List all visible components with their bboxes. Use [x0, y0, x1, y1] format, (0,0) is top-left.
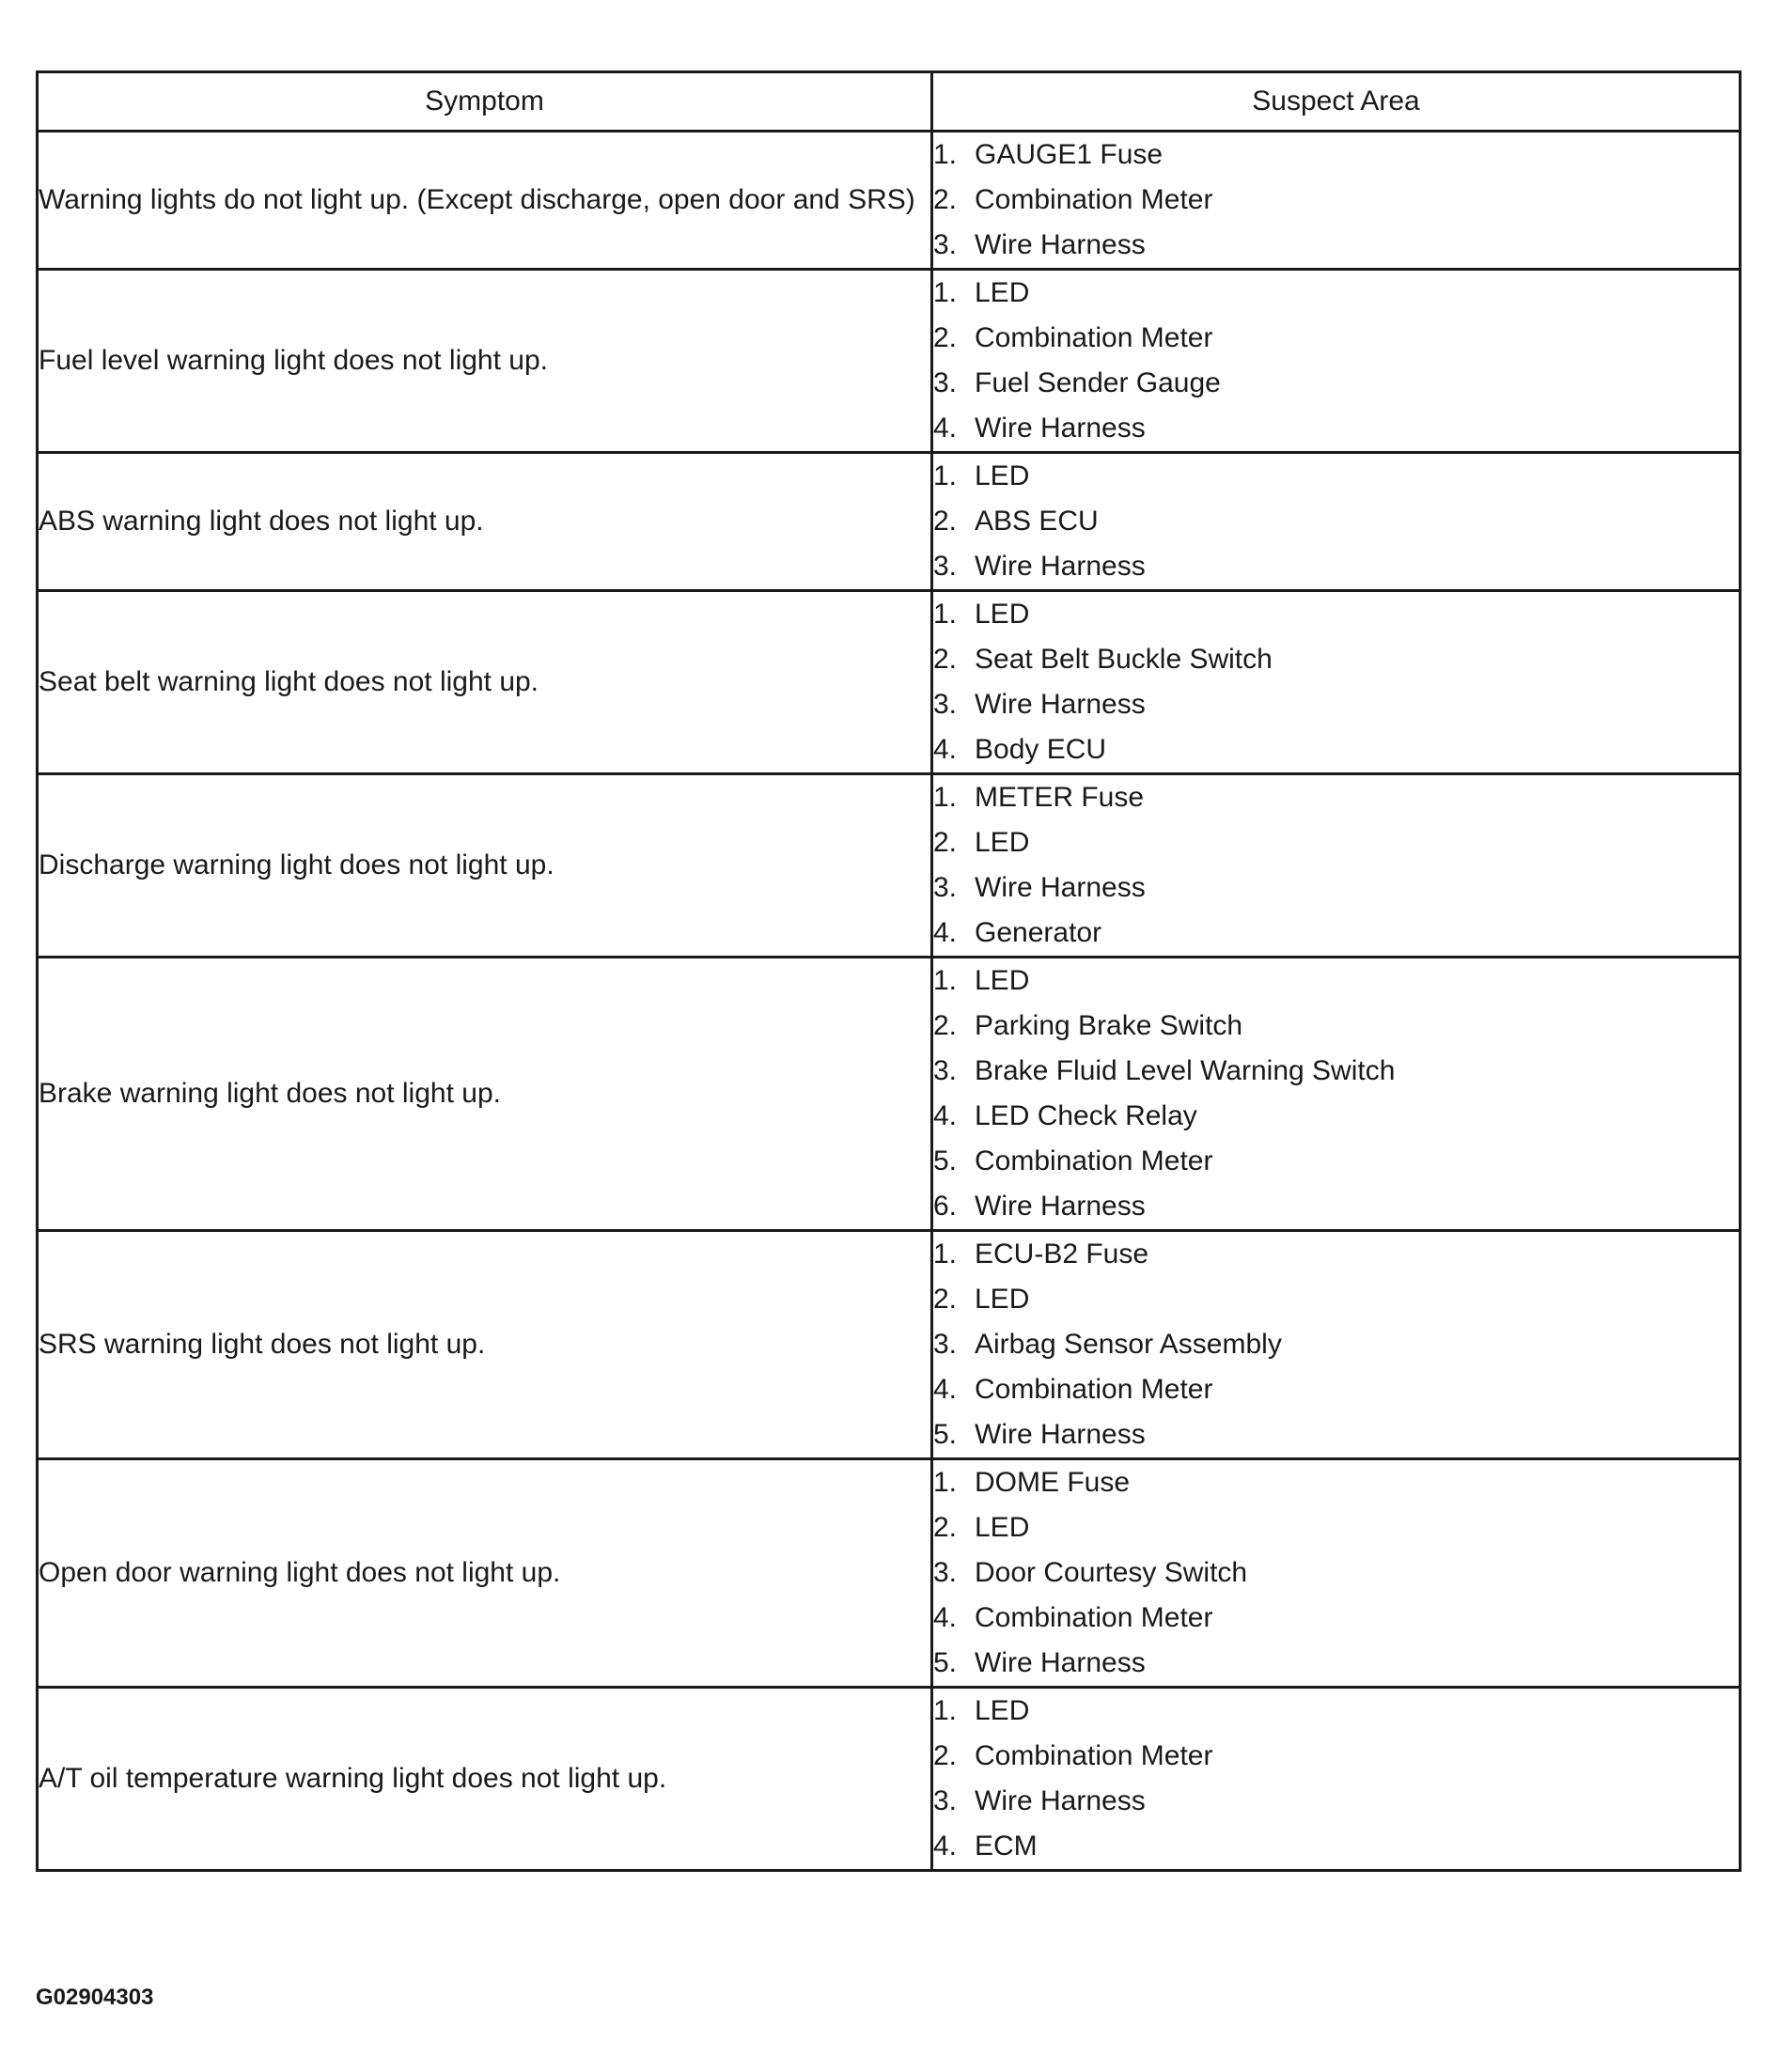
- suspect-item: [933, 637, 1739, 682]
- suspect-item-label: Brake Fluid Level Warning Switch: [975, 1055, 1396, 1086]
- suspect-item: [933, 1277, 1739, 1322]
- table-row: [38, 591, 1741, 774]
- suspect-item: [933, 820, 1739, 865]
- suspect-item-number: 2.: [933, 184, 958, 215]
- suspect-item-number: 2.: [933, 322, 958, 353]
- suspect-item-number: 2.: [933, 1284, 958, 1315]
- suspect-item-number: 2.: [933, 1740, 958, 1771]
- suspect-item: [933, 1460, 1739, 1505]
- suspect-item-label: Body ECU: [975, 734, 1107, 765]
- suspect-item-label: ECM: [975, 1831, 1038, 1862]
- suspect-item-number: 3.: [933, 367, 958, 398]
- suspect-item: [933, 271, 1739, 316]
- suspect-item: [933, 1094, 1739, 1139]
- suspect-list: [933, 132, 1739, 268]
- suspect-item-number: 1.: [933, 599, 958, 630]
- suspect-item-label: Wire Harness: [975, 229, 1146, 260]
- suspect-item: [933, 682, 1739, 727]
- suspect-item-label: DOME Fuse: [975, 1467, 1131, 1498]
- suspect-list: [933, 454, 1739, 589]
- suspect-list: [933, 1460, 1739, 1686]
- suspect-item-number: 6.: [933, 1191, 958, 1222]
- header-row: [38, 72, 1741, 132]
- suspect-area-cell: [932, 1459, 1741, 1688]
- suspect-area-cell: [932, 270, 1741, 453]
- suspect-area-cell: [932, 1231, 1741, 1459]
- symptom-cell: Brake warning light does not light up.: [38, 958, 932, 1231]
- suspect-item-number: 3.: [933, 229, 958, 260]
- header-suspect-area: Suspect Area: [932, 72, 1741, 132]
- suspect-item: [933, 911, 1739, 956]
- suspect-item: [933, 1734, 1739, 1779]
- suspect-list: [933, 592, 1739, 772]
- suspect-list: [933, 958, 1739, 1229]
- suspect-item: [933, 544, 1739, 589]
- suspect-item-label: Seat Belt Buckle Switch: [975, 644, 1273, 675]
- suspect-item-label: METER Fuse: [975, 782, 1145, 813]
- suspect-item-label: Wire Harness: [975, 1191, 1146, 1222]
- suspect-item: [933, 1641, 1739, 1686]
- table-body: [38, 132, 1741, 1871]
- suspect-list: [933, 271, 1739, 451]
- suspect-item: [933, 958, 1739, 1004]
- suspect-item-number: 2.: [933, 1010, 958, 1041]
- suspect-item: [933, 1004, 1739, 1049]
- suspect-item: [933, 178, 1739, 223]
- suspect-item: [933, 1824, 1739, 1869]
- suspect-list: [933, 775, 1739, 956]
- table-row: [38, 1231, 1741, 1459]
- symptom-cell: Seat belt warning light does not light up.: [38, 591, 932, 774]
- suspect-item-number: 1.: [933, 1695, 958, 1726]
- suspect-item-number: 3.: [933, 1055, 958, 1086]
- suspect-item-number: 5.: [933, 1647, 958, 1678]
- suspect-item-label: LED: [975, 965, 1030, 996]
- suspect-area-cell: [932, 958, 1741, 1231]
- suspect-item-number: 5.: [933, 1419, 958, 1450]
- suspect-item-label: Combination Meter: [975, 1145, 1213, 1176]
- suspect-item-label: LED: [975, 599, 1030, 630]
- suspect-item-number: 1.: [933, 1467, 958, 1498]
- suspect-item-label: Wire Harness: [975, 1785, 1146, 1816]
- document: [36, 70, 1739, 1872]
- suspect-item: [933, 1139, 1739, 1184]
- symptom-cell: Warning lights do not light up. (Except discharge, open door and SRS): [38, 132, 932, 270]
- suspect-item-number: 5.: [933, 1145, 958, 1176]
- symptom-cell: A/T oil temperature warning light does not light up.: [38, 1688, 932, 1871]
- suspect-item-number: 4.: [933, 1100, 958, 1131]
- suspect-item: [933, 1184, 1739, 1229]
- suspect-item-label: Combination Meter: [975, 184, 1213, 215]
- suspect-item: [933, 223, 1739, 268]
- suspect-item-label: Combination Meter: [975, 1374, 1213, 1405]
- suspect-item: [933, 499, 1739, 544]
- suspect-item: [933, 316, 1739, 361]
- suspect-item-label: Wire Harness: [975, 551, 1146, 582]
- suspect-item-number: 4.: [933, 734, 958, 765]
- suspect-area-cell: [932, 453, 1741, 591]
- suspect-item-number: 4.: [933, 413, 958, 444]
- suspect-item: [933, 775, 1739, 820]
- symptom-cell: Open door warning light does not light up.: [38, 1459, 932, 1688]
- suspect-item-label: Wire Harness: [975, 1419, 1146, 1450]
- suspect-item: [933, 1596, 1739, 1641]
- suspect-item-label: Generator: [975, 917, 1102, 948]
- suspect-item-label: LED: [975, 1512, 1030, 1543]
- table-row: [38, 270, 1741, 453]
- suspect-item: [933, 1367, 1739, 1412]
- suspect-item: [933, 865, 1739, 911]
- suspect-item-label: Door Courtesy Switch: [975, 1557, 1248, 1588]
- suspect-item: [933, 406, 1739, 451]
- suspect-item-number: 1.: [933, 139, 958, 170]
- suspect-item-label: LED: [975, 277, 1030, 308]
- header-symptom: Symptom: [38, 72, 932, 132]
- suspect-item-number: 2.: [933, 506, 958, 537]
- suspect-item-label: Wire Harness: [975, 689, 1146, 720]
- table-row: [38, 132, 1741, 270]
- suspect-area-cell: [932, 774, 1741, 958]
- suspect-item: [933, 1049, 1739, 1094]
- suspect-item-number: 1.: [933, 1239, 958, 1270]
- suspect-item-number: 4.: [933, 1374, 958, 1405]
- table-row: [38, 453, 1741, 591]
- suspect-item-number: 3.: [933, 872, 958, 903]
- suspect-item-number: 1.: [933, 460, 958, 491]
- suspect-item-label: Combination Meter: [975, 322, 1213, 353]
- suspect-item: [933, 727, 1739, 772]
- suspect-item-number: 1.: [933, 782, 958, 813]
- suspect-item-label: ECU-B2 Fuse: [975, 1239, 1149, 1270]
- suspect-item-number: 2.: [933, 644, 958, 675]
- suspect-item: [933, 1412, 1739, 1457]
- suspect-list: [933, 1689, 1739, 1869]
- suspect-item-label: Airbag Sensor Assembly: [975, 1329, 1282, 1360]
- suspect-item: [933, 592, 1739, 637]
- suspect-item: [933, 132, 1739, 178]
- table-row: [38, 958, 1741, 1231]
- suspect-item-label: Combination Meter: [975, 1740, 1213, 1771]
- suspect-list: [933, 1232, 1739, 1457]
- suspect-item-label: LED: [975, 827, 1030, 858]
- suspect-item: [933, 1505, 1739, 1550]
- suspect-area-cell: [932, 591, 1741, 774]
- table-row: [38, 774, 1741, 958]
- suspect-item-label: LED: [975, 1695, 1030, 1726]
- table-row: [38, 1459, 1741, 1688]
- suspect-item-number: 2.: [933, 827, 958, 858]
- suspect-item-number: 4.: [933, 917, 958, 948]
- suspect-item-label: LED: [975, 1284, 1030, 1315]
- suspect-item-number: 2.: [933, 1512, 958, 1543]
- symptom-table: [36, 70, 1742, 1872]
- suspect-item-number: 1.: [933, 965, 958, 996]
- suspect-item-number: 3.: [933, 1557, 958, 1588]
- suspect-item-label: Fuel Sender Gauge: [975, 367, 1221, 398]
- suspect-item-label: Wire Harness: [975, 872, 1146, 903]
- suspect-item-number: 3.: [933, 1329, 958, 1360]
- suspect-item-label: LED: [975, 460, 1030, 491]
- suspect-item-label: LED Check Relay: [975, 1100, 1197, 1131]
- suspect-item: [933, 1232, 1739, 1277]
- suspect-item-label: GAUGE1 Fuse: [975, 139, 1164, 170]
- suspect-item-label: Wire Harness: [975, 1647, 1146, 1678]
- symptom-cell: Discharge warning light does not light up.: [38, 774, 932, 958]
- suspect-item-number: 3.: [933, 551, 958, 582]
- suspect-item-label: Wire Harness: [975, 413, 1146, 444]
- symptom-cell: Fuel level warning light does not light up.: [38, 270, 932, 453]
- suspect-item: [933, 1689, 1739, 1734]
- suspect-item: [933, 454, 1739, 499]
- suspect-item-number: 1.: [933, 277, 958, 308]
- figure-code: G02904303: [36, 1985, 154, 2010]
- suspect-item-number: 3.: [933, 689, 958, 720]
- suspect-item-label: Combination Meter: [975, 1602, 1213, 1633]
- symptom-cell: ABS warning light does not light up.: [38, 453, 932, 591]
- suspect-item-label: ABS ECU: [975, 506, 1099, 537]
- suspect-item-label: Parking Brake Switch: [975, 1010, 1243, 1041]
- table-row: [38, 1688, 1741, 1871]
- suspect-item: [933, 1550, 1739, 1596]
- suspect-item-number: 3.: [933, 1785, 958, 1816]
- suspect-area-cell: [932, 132, 1741, 270]
- suspect-item: [933, 1322, 1739, 1367]
- symptom-cell: SRS warning light does not light up.: [38, 1231, 932, 1459]
- suspect-item-number: 4.: [933, 1831, 958, 1862]
- suspect-item: [933, 1779, 1739, 1824]
- suspect-item: [933, 361, 1739, 406]
- suspect-item-number: 4.: [933, 1602, 958, 1633]
- suspect-area-cell: [932, 1688, 1741, 1871]
